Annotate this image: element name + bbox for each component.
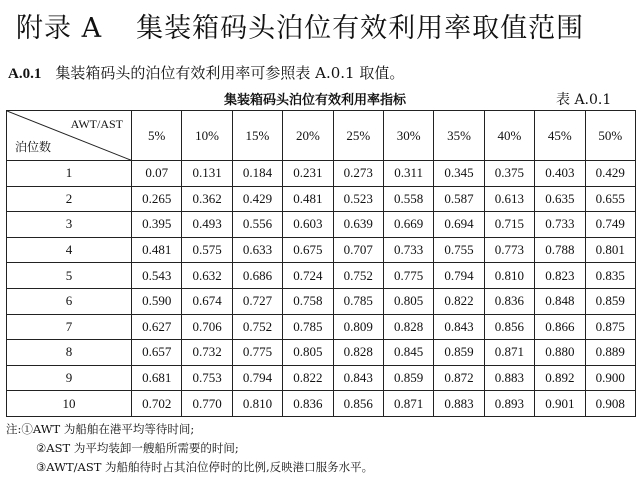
- table-cell: 0.493: [182, 212, 232, 238]
- table-cell: 0.775: [383, 263, 433, 289]
- table-cell: 0.674: [182, 288, 232, 314]
- table-cell: 0.889: [585, 340, 635, 366]
- column-header: 25%: [333, 111, 383, 161]
- table-cell: 0.694: [434, 212, 484, 238]
- table-cell: 0.871: [383, 391, 433, 417]
- row-label: 10: [7, 391, 132, 417]
- table-cell: 0.603: [283, 212, 333, 238]
- row-label: 2: [7, 186, 132, 212]
- table-row: [7, 391, 636, 417]
- column-header: 10%: [182, 111, 232, 161]
- table-cell: 0.07: [132, 161, 182, 187]
- table-cell: 0.702: [132, 391, 182, 417]
- note-1: 注:①AWT 为船舶在港平均等待时间;: [6, 422, 195, 436]
- corner-header: [7, 111, 132, 161]
- table-cell: 0.632: [182, 263, 232, 289]
- table-cell: 0.184: [232, 161, 282, 187]
- table-row: [7, 365, 636, 391]
- table-cell: 0.669: [383, 212, 433, 238]
- table-cell: 0.429: [232, 186, 282, 212]
- corner-bottom-label: 泊位数: [15, 140, 52, 154]
- table-cell: 0.706: [182, 314, 232, 340]
- table-body: [7, 161, 636, 417]
- table-cell: 0.901: [535, 391, 585, 417]
- table-cell: 0.345: [434, 161, 484, 187]
- table-header-row: [7, 111, 636, 161]
- table-cell: 0.822: [283, 365, 333, 391]
- row-label: 7: [7, 314, 132, 340]
- column-header: 30%: [383, 111, 433, 161]
- table-cell: 0.809: [333, 314, 383, 340]
- table-cell: 0.773: [484, 237, 534, 263]
- table-cell: 0.859: [585, 288, 635, 314]
- table-cell: 0.587: [434, 186, 484, 212]
- table-cell: 0.311: [383, 161, 433, 187]
- table-cell: 0.613: [484, 186, 534, 212]
- table-cell: 0.836: [283, 391, 333, 417]
- table-cell: 0.639: [333, 212, 383, 238]
- table-cell: 0.805: [283, 340, 333, 366]
- table-cell: 0.785: [333, 288, 383, 314]
- table-cell: 0.707: [333, 237, 383, 263]
- table-cell: 0.749: [585, 212, 635, 238]
- table-cell: 0.883: [484, 365, 534, 391]
- column-header: 20%: [283, 111, 333, 161]
- table-cell: 0.724: [283, 263, 333, 289]
- table-cell: 0.835: [585, 263, 635, 289]
- table-cell: 0.575: [182, 237, 232, 263]
- table-row: [7, 212, 636, 238]
- table-number: 表 A.0.1: [556, 92, 612, 108]
- table-cell: 0.775: [232, 340, 282, 366]
- table-cell: 0.843: [434, 314, 484, 340]
- table-cell: 0.675: [283, 237, 333, 263]
- table-cell: 0.727: [232, 288, 282, 314]
- row-label: 6: [7, 288, 132, 314]
- table-cell: 0.893: [484, 391, 534, 417]
- table-cell: 0.859: [383, 365, 433, 391]
- table-cell: 0.900: [585, 365, 635, 391]
- table-cell: 0.883: [434, 391, 484, 417]
- table-cell: 0.635: [535, 186, 585, 212]
- table-cell: 0.686: [232, 263, 282, 289]
- table-cell: 0.395: [132, 212, 182, 238]
- table-cell: 0.590: [132, 288, 182, 314]
- row-label: 1: [7, 161, 132, 187]
- table-cell: 0.375: [484, 161, 534, 187]
- table-row: [7, 288, 636, 314]
- table-cell: 0.481: [283, 186, 333, 212]
- table-cell: 0.481: [132, 237, 182, 263]
- table-cell: 0.265: [132, 186, 182, 212]
- table-cell: 0.633: [232, 237, 282, 263]
- table-cell: 0.845: [383, 340, 433, 366]
- table-cell: 0.732: [182, 340, 232, 366]
- table-cell: 0.822: [434, 288, 484, 314]
- table-cell: 0.657: [132, 340, 182, 366]
- column-header: 35%: [434, 111, 484, 161]
- corner-top-label: AWT/AST: [70, 117, 123, 131]
- table-row: [7, 263, 636, 289]
- clause-text: 集装箱码头的泊位有效利用率可参照表 A.0.1 取值。: [55, 64, 405, 82]
- table-cell: 0.733: [383, 237, 433, 263]
- table-cell: 0.655: [585, 186, 635, 212]
- table-cell: 0.755: [434, 237, 484, 263]
- note-2: ②AST 为平均装卸一艘船所需要的时间;: [36, 441, 239, 455]
- table-cell: 0.859: [434, 340, 484, 366]
- row-label: 3: [7, 212, 132, 238]
- row-label: 8: [7, 340, 132, 366]
- table-cell: 0.908: [585, 391, 635, 417]
- row-label: 4: [7, 237, 132, 263]
- appendix-title: [16, 6, 584, 45]
- table-cell: 0.872: [434, 365, 484, 391]
- table-cell: 0.856: [333, 391, 383, 417]
- table-cell: 0.715: [484, 212, 534, 238]
- appendix-heading: 集装箱码头泊位有效利用率取值范围: [136, 13, 585, 44]
- table-cell: 0.523: [333, 186, 383, 212]
- column-header: 45%: [535, 111, 585, 161]
- table-cell: 0.810: [232, 391, 282, 417]
- table-cell: 0.794: [232, 365, 282, 391]
- table-cell: 0.758: [283, 288, 333, 314]
- table-cell: 0.752: [333, 263, 383, 289]
- table-cell: 0.848: [535, 288, 585, 314]
- table-cell: 0.875: [585, 314, 635, 340]
- table-cell: 0.823: [535, 263, 585, 289]
- table-row: [7, 161, 636, 187]
- table-cell: 0.362: [182, 186, 232, 212]
- table-cell: 0.785: [283, 314, 333, 340]
- row-label: 5: [7, 263, 132, 289]
- table-cell: 0.871: [484, 340, 534, 366]
- table-cell: 0.810: [484, 263, 534, 289]
- table-cell: 0.836: [484, 288, 534, 314]
- notes: [6, 420, 373, 477]
- table-cell: 0.273: [333, 161, 383, 187]
- table-cell: 0.856: [484, 314, 534, 340]
- table-cell: 0.429: [585, 161, 635, 187]
- table-cell: 0.753: [182, 365, 232, 391]
- table-row: [7, 340, 636, 366]
- table-cell: 0.828: [383, 314, 433, 340]
- table-cell: 0.788: [535, 237, 585, 263]
- table-cell: 0.556: [232, 212, 282, 238]
- clause-paragraph: [8, 62, 404, 83]
- table-cell: 0.880: [535, 340, 585, 366]
- table-row: [7, 186, 636, 212]
- note-3: ③AWT/AST 为船舶待时占其泊位停时的比例,反映港口服务水平。: [36, 460, 374, 474]
- table-cell: 0.231: [283, 161, 333, 187]
- column-header: 40%: [484, 111, 534, 161]
- row-label: 9: [7, 365, 132, 391]
- table-cell: 0.843: [333, 365, 383, 391]
- table-title: 集装箱码头泊位有效利用率指标: [224, 93, 407, 108]
- table-cell: 0.752: [232, 314, 282, 340]
- table-cell: 0.131: [182, 161, 232, 187]
- column-header: 50%: [585, 111, 635, 161]
- table-cell: 0.403: [535, 161, 585, 187]
- table-cell: 0.770: [182, 391, 232, 417]
- utilization-table: [6, 110, 636, 417]
- table-cell: 0.794: [434, 263, 484, 289]
- column-header: 5%: [132, 111, 182, 161]
- table-cell: 0.866: [535, 314, 585, 340]
- table-row: [7, 237, 636, 263]
- table-cell: 0.681: [132, 365, 182, 391]
- table-cell: 0.828: [333, 340, 383, 366]
- table-cell: 0.892: [535, 365, 585, 391]
- appendix-label: 附录 A: [16, 13, 103, 44]
- table-cell: 0.543: [132, 263, 182, 289]
- table-cell: 0.801: [585, 237, 635, 263]
- table-cell: 0.805: [383, 288, 433, 314]
- clause-number: A.0.1: [8, 66, 42, 82]
- table-cell: 0.733: [535, 212, 585, 238]
- column-header: 15%: [232, 111, 282, 161]
- table-cell: 0.558: [383, 186, 433, 212]
- table-cell: 0.627: [132, 314, 182, 340]
- table-row: [7, 314, 636, 340]
